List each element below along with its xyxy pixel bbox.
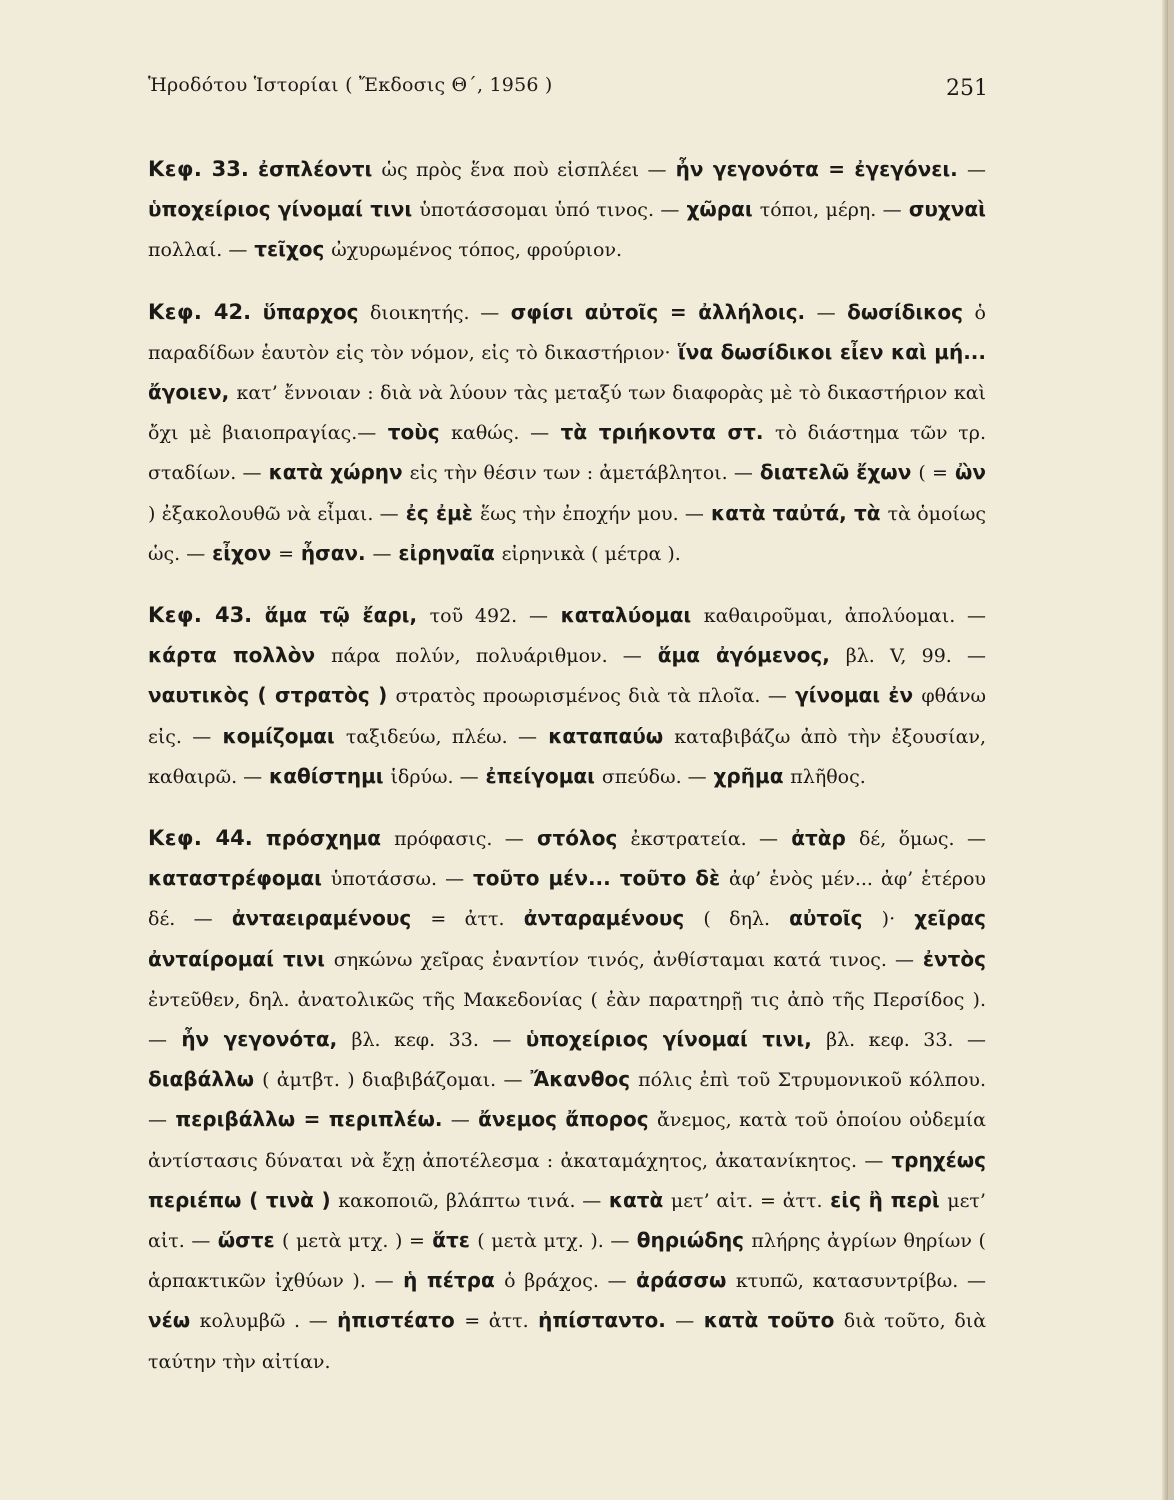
glossary-definition: πόλις ἐπὶ τοῦ Στρυμονικοῦ κόλπου. — (148, 1069, 987, 1132)
glossary-definition: βλ. κεφ. 33. — (826, 1029, 986, 1052)
glossary-definition: ταξιδεύω, πλέω. — (345, 725, 538, 748)
section-label: Κεφ. (148, 157, 203, 181)
glossary-definition: ἐκστρατεία. — (630, 828, 779, 851)
glossary-term: ἐπείγομαι (485, 763, 595, 788)
glossary-definition: ὑποτάσσομαι ὑπό τινος. — (419, 199, 680, 222)
glossary-term: ἐς ἐμὲ (405, 500, 473, 525)
glossary-definition: καταβιβάζω ἀπὸ τὴν ἐξουσίαν, καθαιρῶ. — (148, 725, 987, 788)
glossary-definition: καθαιροῦμαι, ἀπολύομαι. — (703, 605, 987, 628)
section-kef-43 (148, 596, 986, 797)
glossary-term: ἠπίσταντο. (538, 1308, 666, 1333)
glossary-definition: ὡς πρὸς ἕνα ποὺ εἰσπλέει — (381, 159, 667, 181)
glossary-term: διατελῶ ἔχων (759, 460, 912, 485)
glossary-term: ἦν γεγονότα = ἐγεγόνει. (675, 157, 958, 181)
glossary-term: ἡ πέτρα (403, 1268, 495, 1293)
glossary-definition: διὰ τοῦτο, διὰ ταύτην τὴν αἰτίαν. (148, 1310, 987, 1373)
glossary-definition: — (450, 1109, 470, 1132)
glossary-term: ὥστε (217, 1228, 275, 1253)
glossary-term: ἀτὰρ (791, 826, 846, 851)
glossary-definition: δέ, ὅμως. — (858, 828, 986, 851)
section-body (148, 826, 986, 1374)
glossary-term: συχναὶ (908, 197, 986, 222)
glossary-term: ἅμα ἀγόμενος, (657, 643, 830, 668)
glossary-term: καταλύομαι (560, 603, 692, 628)
glossary-definition: βλ. V, 99. — (845, 645, 986, 668)
glossary-definition: μετ’ αἰτ. — (148, 1189, 986, 1253)
glossary-definition: ( = (918, 462, 948, 485)
glossary-definition: κατ’ ἔννοιαν : διὰ νὰ λύουν τὰς μεταξύ των διαφορὰς μὲ τὸ δικαστήριον καὶ ὄχι μὲ βιαιοπραγίας.— (148, 382, 986, 445)
glossary-term: τρηχέως περιέπω ( τινὰ ) (148, 1147, 986, 1212)
glossary-term: καθίστημι (269, 763, 384, 788)
glossary-term: γίνομαι ἐν (795, 683, 914, 708)
glossary-definition: = ἀττ. (464, 1310, 529, 1333)
glossary-definition: κακοποιῶ, βλάπτω τινά. — (338, 1189, 602, 1212)
glossary-definition: διοικητής. — (369, 301, 500, 324)
glossary-content (148, 150, 986, 1404)
section-label: Κεφ. (148, 603, 203, 628)
glossary-definition: καθώς. — (451, 422, 550, 445)
glossary-term: καταστρέφομαι (148, 866, 322, 891)
glossary-definition: ὁ παραδίδων ἑαυτὸν εἰς τὸν νόμον, εἰς τὸ δικαστήριον· (148, 301, 986, 364)
glossary-term: εἰς ἢ περὶ (830, 1187, 940, 1212)
glossary-term: ὑποχείριος γίνομαί τινι (148, 197, 413, 222)
glossary-term: σφίσι αὐτοῖς = ἀλλήλοις. (510, 299, 806, 324)
page-number: 251 (946, 76, 988, 101)
section-label: Κεφ. (148, 826, 203, 851)
glossary-term: ἠπιστέατο (337, 1308, 455, 1333)
section-kef-42 (148, 293, 986, 574)
glossary-term: ἀνταειραμένους (231, 906, 412, 931)
section-number: 42. (213, 299, 252, 324)
glossary-definition: ὁ βράχος. — (504, 1270, 627, 1293)
glossary-term: ἵνα δωσίδικοι εἶεν καὶ μή... ἄγοιεν, (148, 339, 986, 405)
glossary-term: ἀνταραμένους (523, 906, 685, 931)
section-kef-33 (148, 150, 986, 271)
glossary-definition: σπεύδω. — (601, 765, 707, 788)
glossary-definition: βλ. κεφ. 33. — (351, 1029, 512, 1052)
glossary-term: περιβάλλω = περιπλέω. (175, 1107, 443, 1132)
glossary-definition: στρατὸς προωρισμένος διὰ τὰ πλοῖα. — (395, 685, 787, 708)
glossary-term: ἦν γεγονότα, (181, 1027, 338, 1052)
glossary-definition: μετ’ αἰτ. = ἀττ. (670, 1189, 823, 1212)
glossary-definition: εἰς τὴν θέσιν των : ἀμετάβλητοι. — (409, 462, 753, 485)
section-number: 33. (211, 157, 249, 181)
glossary-term: εἶχον (212, 540, 272, 565)
glossary-term: τεῖχος (254, 237, 325, 262)
glossary-definition: φθάνω εἰς. — (148, 685, 986, 748)
glossary-term: ἦσαν. (300, 540, 366, 565)
glossary-term: τοῦτο μέν... τοῦτο δὲ (472, 866, 721, 891)
section-number: 44. (215, 826, 253, 851)
section-number: 43. (214, 603, 253, 628)
glossary-term: ὑποχείριος γίνομαί τινι, (525, 1027, 812, 1052)
glossary-term: κατὰ ταὐτά, τὰ (711, 500, 881, 525)
glossary-definition: πρόφασις. — (394, 828, 524, 851)
running-head (148, 68, 988, 108)
glossary-definition: κολυμβῶ . — (199, 1310, 328, 1333)
glossary-term: ναυτικὸς ( στρατὸς ) (148, 683, 388, 708)
glossary-definition: ( δηλ. (703, 908, 770, 931)
running-title: Ἡροδότου Ἱστορίαι ( Ἔκδοσις Θ΄, 1956 ) (148, 74, 553, 96)
glossary-definition: ἐντεῦθεν, δηλ. ἀνατολικῶς τῆς Μακεδονίας ( ἐὰν παρατηρῇ τις ἀπὸ τῆς Περσίδος ). — (148, 988, 986, 1052)
glossary-definition: ( ἀμτβτ. ) διαβιβάζομαι. — (262, 1069, 523, 1092)
glossary-definition: ( μετὰ μτχ. ) = (281, 1230, 425, 1253)
glossary-term: Ἄκανθος (530, 1067, 631, 1092)
glossary-definition: )· (881, 908, 896, 931)
glossary-term: τὰ τριήκοντα στ. (560, 420, 764, 445)
glossary-definition: = (278, 542, 295, 565)
glossary-term: νέω (148, 1308, 191, 1333)
glossary-definition: — (372, 542, 392, 565)
glossary-term: χρῆμα (713, 763, 784, 788)
glossary-term: στόλος (536, 826, 618, 851)
glossary-definition: πλῆθος. (790, 765, 866, 788)
section-body (148, 603, 986, 789)
glossary-term: κατὰ (608, 1187, 664, 1212)
glossary-term: ὕπαρχος (262, 299, 359, 324)
glossary-term: ἐντὸς (922, 946, 986, 971)
section-body (148, 300, 986, 566)
glossary-term: πρόσχημα (265, 826, 381, 851)
glossary-term: ἀράσσω (636, 1268, 727, 1293)
glossary-definition: τὰ ὁμοίως ὡς. — (148, 502, 987, 565)
glossary-term: ἄνεμος ἄπορος (478, 1107, 649, 1132)
glossary-term: κατὰ τοῦτο (703, 1308, 835, 1333)
glossary-definition: πάρα πολύν, πολυάριθμον. — (331, 645, 642, 668)
glossary-term: δωσίδικος (847, 299, 963, 324)
page-edge-shadow (1162, 0, 1168, 1500)
glossary-definition: = ἀττ. (430, 908, 505, 931)
glossary-term: διαβάλλω (148, 1067, 255, 1092)
glossary-term: τοὺς (387, 420, 440, 445)
glossary-term: ὢν (954, 460, 986, 485)
glossary-definition: ὠχυρωμένος τόπος, φρούριον. (331, 239, 623, 262)
glossary-definition: ( μετὰ μτχ. ). — (477, 1230, 630, 1253)
glossary-term: ἅτε (432, 1228, 470, 1253)
glossary-definition: τὸ διάστημα τῶν τρ. σταδίων. — (148, 422, 986, 485)
glossary-definition: κτυπῶ, κατασυντρίβω. — (735, 1270, 986, 1293)
section-label: Κεφ. (148, 299, 203, 324)
glossary-definition: ἀφ’ ἑνὸς μέν... ἀφ’ ἑτέρου δέ. — (148, 868, 986, 931)
glossary-definition: — (966, 159, 986, 181)
glossary-definition: ἄνεμος, κατὰ τοῦ ὁποίου οὐδεμία ἀντίστασις δύναται νὰ ἔχῃ ἀποτέλεσμα : ἀκαταμάχητος, ἀκατανίκητος. — (148, 1109, 986, 1172)
glossary-definition: εἰρηνικὰ ( μέτρα ). (501, 542, 681, 565)
glossary-definition: πλήρης ἀγρίων θηρίων ( ἁρπακτικῶν ἰχθύων ). — (148, 1230, 986, 1293)
glossary-definition: τοῦ 492. — (429, 605, 548, 628)
section-kef-44 (148, 819, 986, 1382)
glossary-definition: — (675, 1310, 695, 1333)
glossary-definition: ) ἐξακολουθῶ νὰ εἶμαι. — (148, 502, 399, 525)
glossary-term: ἅμα τῷ ἔαρι, (264, 603, 418, 628)
glossary-definition: ὑποτάσσω. — (330, 868, 465, 891)
glossary-term: κάρτα πολλὸν (148, 643, 316, 668)
glossary-definition: — (816, 301, 836, 324)
glossary-definition: σηκώνω χεῖρας ἐναντίον τινός, ἀνθίσταμαι κατά τινος. — (333, 948, 914, 971)
glossary-definition: ἱδρύω. — (390, 765, 479, 788)
glossary-term: χῶραι (686, 197, 753, 222)
glossary-definition: τόποι, μέρη. — (759, 199, 902, 222)
glossary-term: αὐτοῖς (789, 906, 863, 931)
section-body (148, 157, 986, 262)
glossary-term: καταπαύω (548, 723, 664, 748)
glossary-term: ἐσπλέοντι (258, 157, 373, 181)
glossary-term: θηριώδης (636, 1228, 745, 1253)
glossary-term: κομίζομαι (222, 723, 335, 748)
glossary-definition: ἕως τὴν ἐποχήν μου. — (480, 502, 704, 525)
glossary-term: χεῖρας ἀνταίρομαί τινι (148, 906, 987, 971)
glossary-term: εἰρηναῖα (398, 540, 495, 565)
glossary-term: κατὰ χώρην (268, 460, 403, 485)
glossary-definition: πολλαί. — (148, 239, 248, 262)
